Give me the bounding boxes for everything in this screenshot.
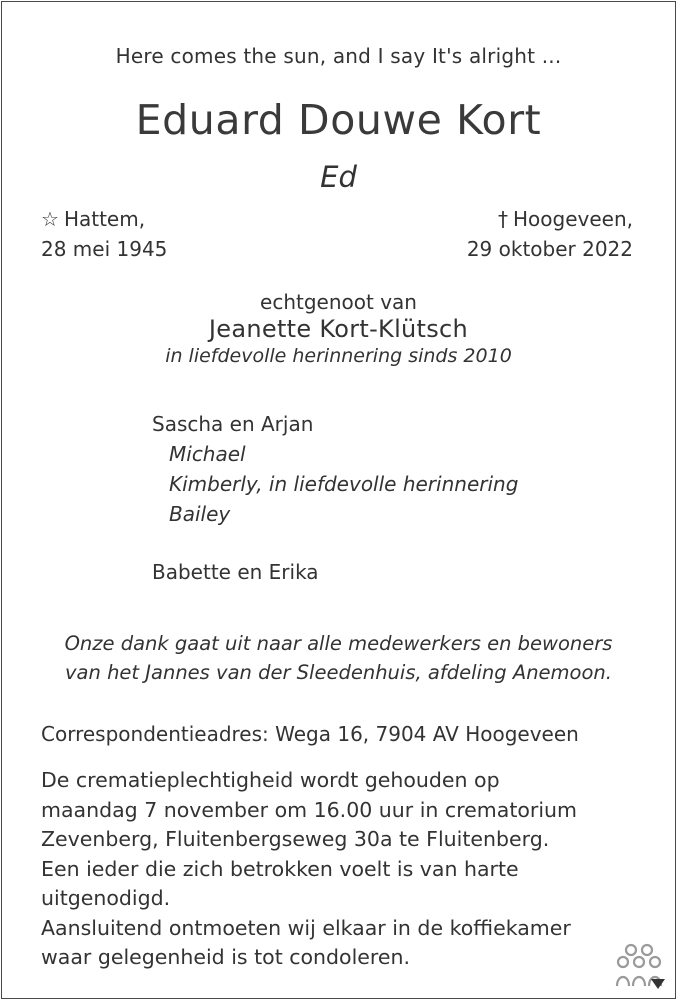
people-group-icon[interactable] — [614, 942, 666, 992]
family-parents: Sascha en Arjan — [152, 412, 314, 436]
death-place-text: Hoogeveen, — [513, 207, 633, 231]
thanks-line: van het Jannes van der Sleedenhuis, afdeling Anemoon. — [65, 661, 612, 684]
star-icon: ☆ — [41, 207, 59, 231]
deceased-name: Eduard Douwe Kort — [135, 96, 542, 144]
nickname: Ed — [320, 160, 357, 194]
ceremony-info — [41, 766, 641, 973]
ceremony-line: Aansluitend ontmoeten wij elkaar in de koffiekamer — [41, 915, 571, 940]
cross-icon: † — [498, 207, 508, 231]
ceremony-line: Een ieder die zich betrokken voelt is van harte — [41, 856, 519, 881]
ceremony-line: Zevenberg, Fluitenbergseweg 30a te Fluitenberg. — [41, 827, 550, 851]
birth-place — [41, 207, 145, 231]
family-child: Bailey — [169, 502, 231, 526]
birth-date: 28 mei 1945 — [41, 237, 168, 261]
death-date: 29 oktober 2022 — [466, 237, 633, 261]
spouse-name: Jeanette Kort-Klütsch — [208, 315, 469, 343]
people-group-svg — [614, 942, 666, 992]
opening-quote: Here comes the sun, and I say It's alright ... — [115, 44, 562, 68]
ceremony-line: maandag 7 november om 16.00 uur in crematorium — [41, 797, 577, 822]
family-child: Michael — [169, 442, 246, 466]
triangle-down-icon — [651, 979, 665, 989]
thanks-line: Onze dank gaat uit naar alle medewerkers en bewoners — [64, 632, 613, 655]
ceremony-line: De crematieplechtigheid wordt gehouden op — [41, 768, 500, 792]
correspondence-address: Correspondentieadres: Wega 16, 7904 AV Hoogeveen — [41, 722, 579, 746]
family-child: Kimberly, in liefdevolle herinnering — [169, 472, 519, 496]
ceremony-line: waar gelegenheid is tot condoleren. — [41, 945, 411, 969]
birth-place-text: Hattem, — [63, 207, 146, 231]
ceremony-line: uitgenodigd. — [41, 886, 171, 910]
death-place — [498, 207, 633, 231]
spouse-memory: in liefdevolle herinnering sinds 2010 — [165, 345, 512, 367]
spouse-label: echtgenoot van — [260, 290, 417, 314]
family-parents: Babette en Erika — [152, 560, 319, 584]
